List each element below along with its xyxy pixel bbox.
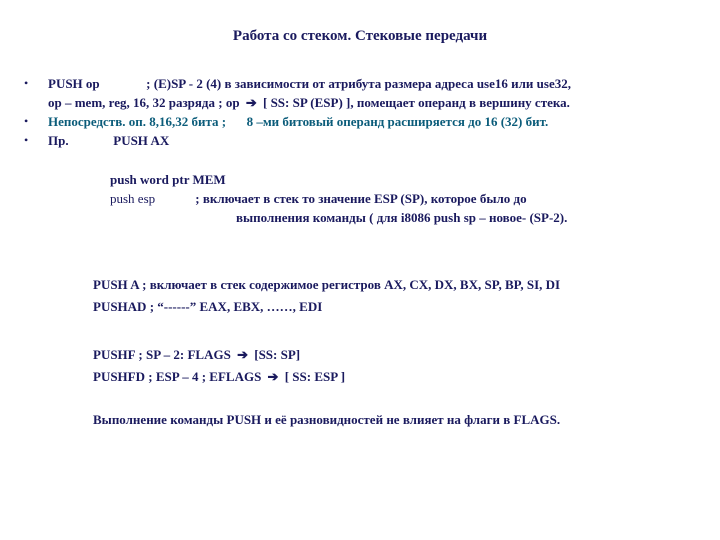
bullet-push-op <box>24 74 704 93</box>
example-line4: выполнения команды ( для i8086 push sp – новое- (SP-2). <box>236 210 568 225</box>
pushfd-target: [ SS: ESP ] <box>284 369 346 384</box>
pusha-line: PUSH A ; включает в стек содержимое регистров AX, CX, DX, BX, SP, BP, SI, DI <box>93 277 561 292</box>
pushf-block <box>93 344 345 388</box>
push-op-target: [ SS: SP (ESP) ], помещает операнд в вершину стека. <box>262 95 570 110</box>
pushfd-line <box>93 366 345 388</box>
example-push-esp: push esp <box>110 191 156 206</box>
arrow-right-icon: ➔ <box>245 95 257 110</box>
bullet-immediate <box>24 112 704 131</box>
arrow-right-icon: ➔ <box>267 369 279 384</box>
bullet-icon: • <box>24 76 29 90</box>
example-push-esp-comment: ; включает в стек то значение ESP (SP), которое было до <box>195 191 527 206</box>
push-op-mnemonic: PUSH op <box>48 76 100 91</box>
pusha-block <box>93 274 560 318</box>
push-op-operands: op – mem, reg, 16, 32 разряда ; op <box>48 95 240 110</box>
example-line1: PUSH AX <box>113 133 170 148</box>
bullet-example <box>24 131 704 150</box>
immediate-text: 8 –ми битовый операнд расширяется до 16 (32) бит. <box>246 114 549 129</box>
example-line3 <box>110 189 527 208</box>
example-label: Пр. <box>48 133 69 148</box>
bullet-icon: • <box>24 114 29 128</box>
bullet-push-op-line2 <box>48 93 704 112</box>
bullet-icon: • <box>24 133 29 147</box>
footer-note: Выполнение команды PUSH и её разновидностей не влияет на флаги в FLAGS. <box>93 412 561 427</box>
bullet-push-op-line1 <box>48 74 704 93</box>
pushad-line: PUSHAD ; “------” EAX, EBX, ……, EDI <box>93 299 323 314</box>
pushfd-text: PUSHFD ; ESP – 4 ; EFLAGS <box>93 369 262 384</box>
arrow-right-icon: ➔ <box>237 347 248 362</box>
pushf-target: [SS: SP] <box>254 347 301 362</box>
push-op-description: ; (E)SP - 2 (4) в зависимости от атрибута размера адреса use16 или use32, <box>146 76 571 91</box>
pushf-line <box>93 344 345 366</box>
pushf-text: PUSHF ; SP – 2: FLAGS <box>93 347 231 362</box>
bullet-list <box>24 74 704 150</box>
bullet-push-op-cont <box>24 93 704 112</box>
immediate-label: Непосредств. оп. 8,16,32 бита ; <box>48 114 227 129</box>
slide-title: Работа со стеком. Стековые передачи <box>232 28 488 44</box>
example-line2: push word ptr MEM <box>110 172 226 187</box>
